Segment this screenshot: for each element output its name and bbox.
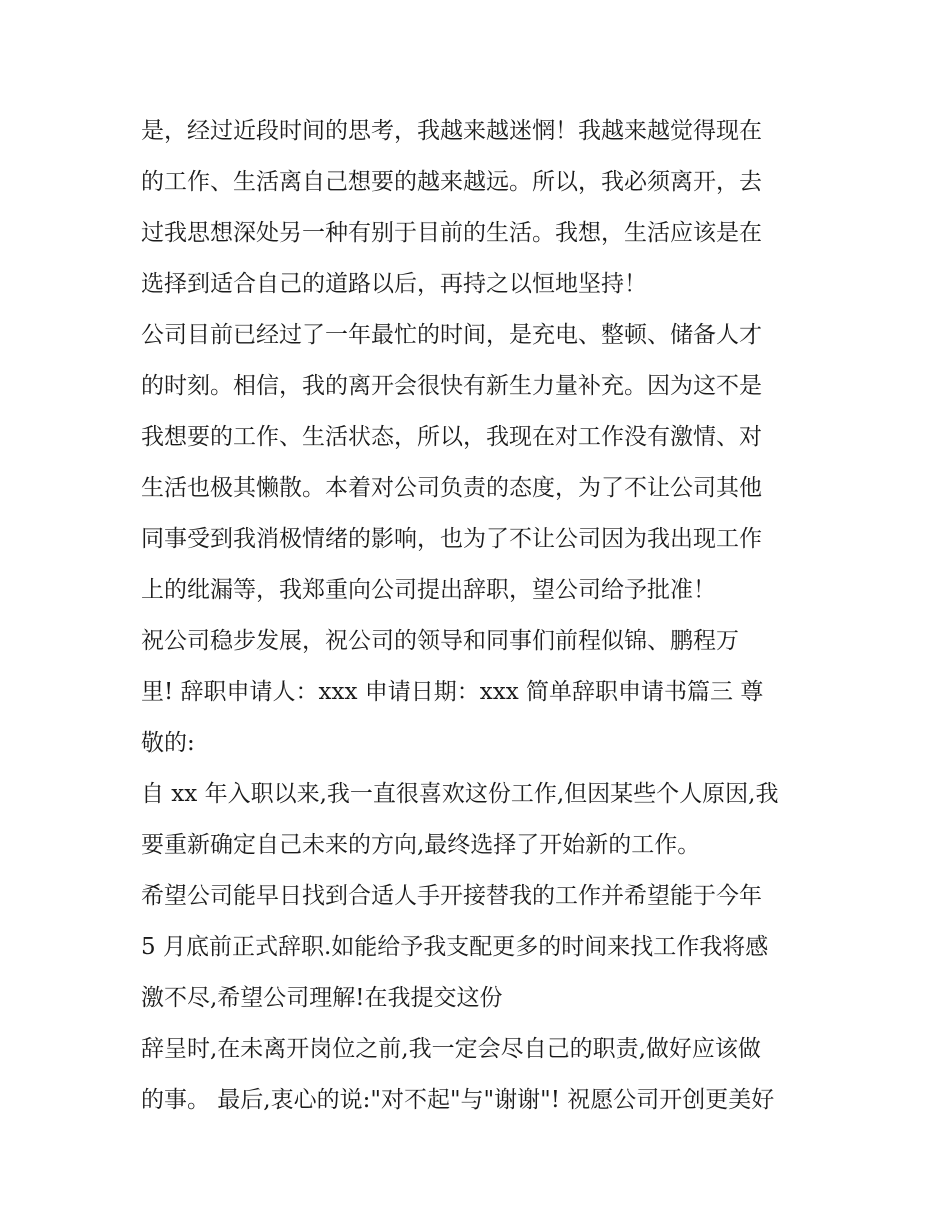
text-line: 是，经过近段时间的思考，我越来越迷惘！我越来越觉得现在 (141, 118, 762, 144)
text-line: 过我思想深处另一种有别于目前的生活。我想，生活应该是在 (141, 220, 762, 246)
text-line: 要重新确定自己未来的方向,最终选择了开始新的工作。 (141, 832, 701, 858)
text-line: 我想要的工作、生活状态，所以，我现在对工作没有激情、对 (141, 424, 762, 450)
text-line: 的时刻。相信，我的离开会很快有新生力量补充。因为这不是 (141, 373, 762, 399)
body-text (141, 106, 821, 1126)
text-line: 的工作、生活离自己想要的越来越远。所以，我必须离开，去 (141, 169, 762, 195)
text-line: 自 xx 年入职以来,我一直很喜欢这份工作,但因某些个人原因,我 (141, 781, 779, 807)
text-line: 祝公司稳步发展，祝公司的领导和同事们前程似锦、鹏程万 (141, 628, 739, 654)
text-line: 辞呈时,在未离开岗位之前,我一定会尽自己的职责,做好应该做 (141, 1036, 761, 1062)
text-line: 的事。 最后,衷心的说:"对不起"与"谢谢"! 祝愿公司开创更美好 (141, 1087, 775, 1113)
text-line: 公司目前已经过了一年最忙的时间，是充电、整顿、储备人才 (141, 322, 762, 348)
text-line: 上的纰漏等，我郑重向公司提出辞职，望公司给予批准！ (141, 577, 716, 603)
text-line: 激不尽,希望公司理解!在我提交这份 (141, 985, 503, 1011)
text-line: 同事受到我消极情绪的影响，也为了不让公司因为我出现工作 (141, 526, 762, 552)
text-line: 选择到适合自己的道路以后，再持之以恒地坚持！ (141, 271, 647, 297)
text-line: 生活也极其懒散。本着对公司负责的态度，为了不让公司其他 (141, 475, 762, 501)
text-line: 里! 辞职申请人：xxx 申请日期：xxx 简单辞职申请书篇三 尊 (141, 679, 764, 705)
text-line: 5 月底前正式辞职.如能给予我支配更多的时间来找工作我将感 (141, 934, 769, 960)
text-line: 希望公司能早日找到合适人手开接替我的工作并希望能于今年 (141, 883, 762, 909)
text-line: 敬的: (141, 730, 195, 756)
